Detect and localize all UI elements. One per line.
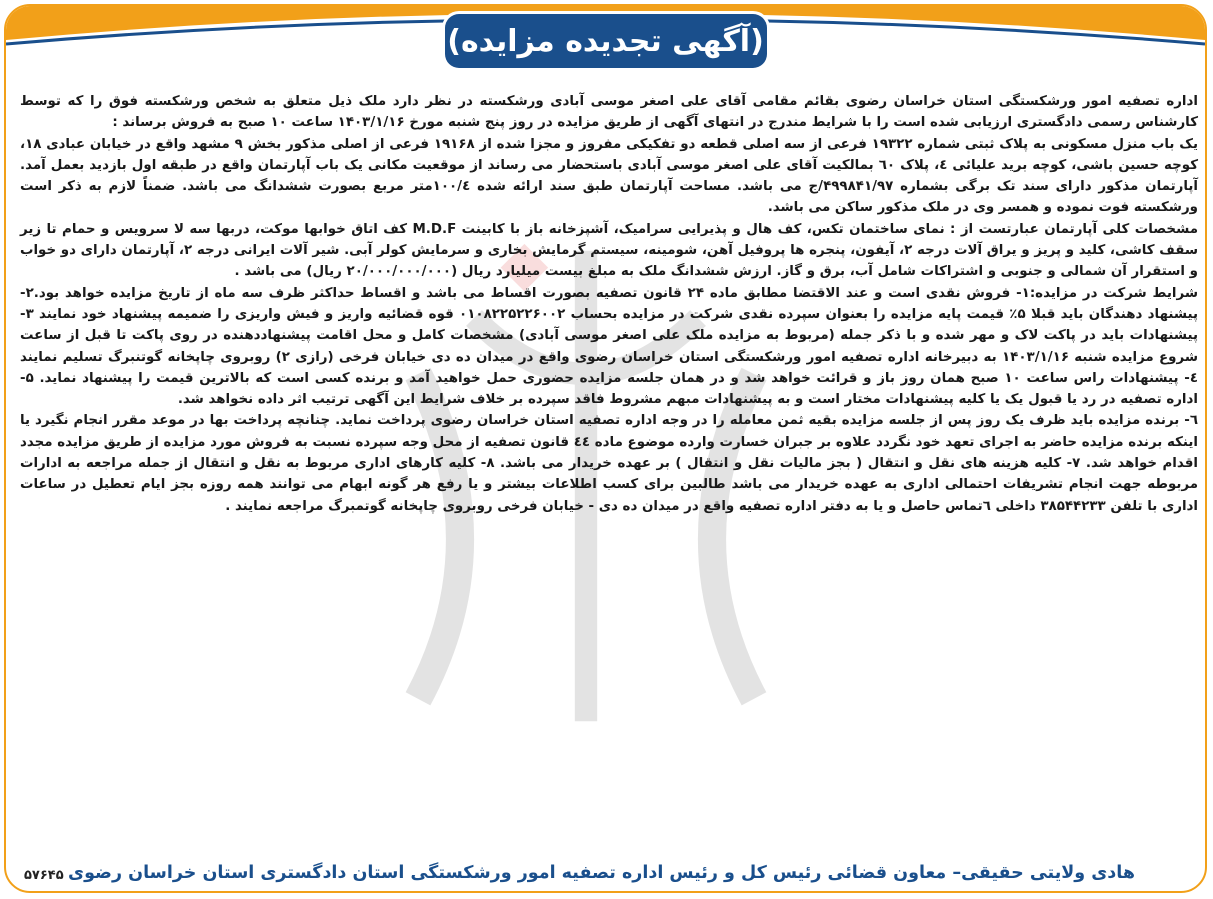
paragraph-conditions: شرایط شرکت در مزایده:۱- فروش نقدی است و عند الاقتضا مطابق ماده ۲۴ قانون تصفیه بصورت اقساط می باشد و اقساط حداکثر ظرف سه ماه از تاریخ مزایده خواهد بود.۲- پیشنهاد دهندگان باید قبلا ۵٪ قیمت پایه مزایده را بعنوان سپرده نقدی شرکت در مزایده بحساب ۰۱۰۸۲۲۵۲۲۶۰۰۲ قوه قضائیه واریز و فیش واریزی را ضمیمه پیشنهاد خود نمایند ۳- پیشنهادات باید در پاکت لاک و مهر شده و با ذکر جمله (مربوط به مزایده ملک علی اصغر موسی آبادی) مشخصات کامل و محل اقامت پیشنهاددهنده در روی پاکت تا قبل از ساعت شروع مزایده شنبه ۱۴۰۳/۱/۱۶ به دبیرخانه اداره تصفیه امور ورشکستگی استان خراسان رضوی واقع در میدان ده دی خیابان فرخی (رازی ۲) روبروی چاپخانه گوتنبرگ تسلیم نمایند ٤- پیشنهادات راس ساعت ۱۰ صبح همان روز باز و قرائت خواهد شد و در همان جلسه مزایده حضوری حمل خواهید آمد و برنده کسی است که بالاترین قیمت را پیشنهاد نماید. ۵- اداره تصفیه در رد یا قبول یک یا کلیه پیشنهادات مختار است و به پیشنهادات مبهم مشروط فاقد سپرده بر خلاف شرایط این آگهی ترتیب اثر داده نخواهد شد. [20,285,1199,408]
paragraph-specifications: مشخصات کلی آپارتمان عبارتست از : نمای ساختمان تکس، کف هال و پذیرایی سرامیک، آشپزخانه باز با کابینت M.D.F کف اتاق خوابها موکت، دربها سه لا سرویس و حمام تا زیر سقف کاشی، کلید و پریز و یراق آلات درجه ۲، آیفون، پنجره ها پروفیل آهن، شومینه، سیستم گرمایش بخاری و سرمایش کولر آبی. شیر آلات ایرانی درجه ۲، آپارتمان دارای دو خواب و استقرار آن شمالی و جنوبی و اشتراکات شامل آب، برق و گاز. ارزش ششدانگ ملک به مبلغ بیست میلیارد ریال (۲۰/۰۰۰/۰۰۰/۰۰۰ ریال) می باشد . [20,221,1198,280]
paragraph-intro: اداره تصفیه امور ورشکستگی استان خراسان رضوی بقائم مقامی آقای علی اصغر موسی آبادی ورشکسته در نظر دارد ملک ذیل متعلق به شخص ورشکسته فوق را که توسط کارشناس رسمی دادگستری ارزیابی شده است را با شرایط مندرج در انتهای آگهی از طریق مزایده در روز پنج شنبه مورخ ۱۴۰۳/۱/۱۶ ساعت ۱۰ صبح به فروش برساند : [20,94,1198,131]
paragraph-payment-terms: ٦- برنده مزایده باید ظرف یک روز پس از جلسه مزایده بقیه ثمن معامله را در وجه اداره تصفیه استان خراسان رضوی پرداخت نماید. چنانچه پرداخت بها در موعد مقرر انجام نگیرد یا اینکه برنده مزایده حاضر به اجرای تعهد خود نگردد علاوه بر جبران خسارت وارده موضوع ماده ٤٤ قانون تصفیه از محل وجه سپرده نسبت به فروش مورد مزایده از طریق مزایده مجدد اقدام خواهد شد. ۷- کلیه هزینه های نقل و انتقال ( بجز مالیات نقل و انتقال ) بر عهده خریدار می باشد. ۸- کلیه کارهای اداری مربوط به نقل و انتقال از جمله مراجعه به ادارات مربوطه جهت انجام تشریفات احتمالی اداری به عهده خریدار می باشد طالبین برای کسب اطلاعات بیشتر و یا رفع هر گونه ابهام می توانند همه روزه بجز ایام تعطیل در ساعات اداری با تلفن ۳۸۵۴۴۲۳۳ داخلی ٦تماس حاصل و یا به دفتر اداره تصفیه واقع در میدان ده دی - خیابان فرخی روبروی چاپخانه گوتمبرگ مراجعه نمایند . [20,413,1198,514]
notice-body [20,91,1198,517]
notice-title: (آگهی تجدیده مزایده) [445,14,767,68]
signature-line: هادی ولایتی حقیقی– معاون قضائی رئیس کل و رئیس اداره تصفیه امور ورشکستگی استان دادگستری استان خراسان رضوی [68,863,1135,883]
notice-frame [4,4,1207,893]
paragraph-property: یک باب منزل مسکونی به پلاک ثبتی شماره ۱۹۳۲۲ فرعی از سه اصلی قطعه دو تفکیکی مفروز و مجزا شده از ۱۹۱۶۸ فرعی از اصلی مذکور بخش ۹ مشهد واقع در خیابان عبادی ۱۸، کوچه حسین باشی، کوچه برید علیائی ٤، پلاک ٦٠ بمالکیت آقای علی اصغر موسی آبادی باستحضار می رساند از موقعیت مکانی یک باب آپارتمان واقع در طبقه اول بازدید بعمل آمد. آپارتمان مذکور دارای سند تک برگی بشماره ۴۹۹۸۴۱/۹۷/ج می باشد. مساحت آپارتمان طبق سند ارائه شده ۱۰۰/٤متر مربع بصورت ششدانگ می باشد. ضمناً لازم به ذکر است ورشکسته فوت نموده و همسر وی در ملک مذکور ساکن می باشد. [20,136,1198,216]
ad-code: ۵۷۶۴۵ [24,868,64,883]
